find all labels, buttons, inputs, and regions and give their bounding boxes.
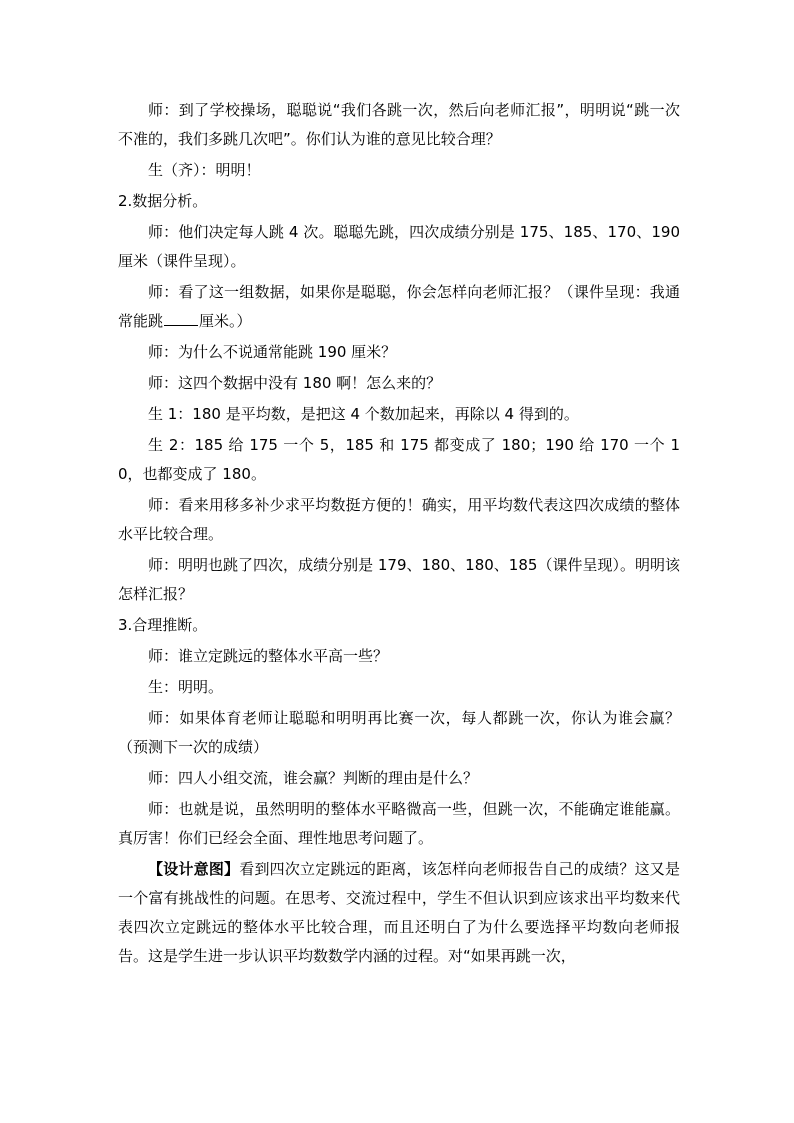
dialogue-paragraph: 师：为什么不说通常能跳 190 厘米？ [148,343,397,361]
dialogue-paragraph: 师：四人小组交流，谁会赢？判断的理由是什么？ [148,769,479,787]
design-intent-paragraph [118,855,680,971]
design-intent-label: 【设计意图】 [148,860,240,878]
dialogue-paragraph: 师：到了学校操场，聪聪说“我们各跳一次，然后向老师汇报”，明明说“跳一次不准的，我们多跳几次吧”。你们认为谁的意见比较合理？ [118,101,680,148]
dialogue-text: 厘米。） [199,312,252,330]
dialogue-paragraph: 师：也就是说，虽然明明的整体水平略微高一些，但跳一次，不能确定谁能赢。真厉害！你们已经会全面、理性地思考问题了。 [118,800,680,847]
dialogue-paragraph: 生：明明。 [148,678,224,696]
dialogue-paragraph [118,278,680,336]
dialogue-paragraph: 师：明明也跳了四次，成绩分别是 179、180、180、185（课件呈现）。明明该怎样汇报？ [118,556,680,603]
dialogue-paragraph: 师：他们决定每人跳 4 次。聪聪先跳，四次成绩分别是 175、185、170、190 厘米（课件呈现）。 [118,223,680,270]
dialogue-paragraph: 师：看来用移多补少求平均数挺方便的！确实，用平均数代表这四次成绩的整体水平比较合理。 [118,496,680,543]
fill-in-blank [164,311,198,326]
dialogue-paragraph: 生 2：185 给 175 一个 5，185 和 175 都变成了 180；190 给 170 一个 10，也都变成了 180。 [118,436,680,483]
dialogue-paragraph: 师：这四个数据中没有 180 啊！怎么来的？ [148,374,442,392]
dialogue-paragraph: 生（齐）：明明！ [148,161,261,179]
document-page [118,96,680,973]
design-intent-text: 看到四次立定跳远的距离，该怎样向老师报告自己的成绩？这又是一个富有挑战性的问题。在思考、交流过程中，学生不但认识到应该求出平均数来代表四次立定跳远的整体水平比较合理，而且还明白了为什么要选择平均数向老师报告。这是学生进一步认识平均数数学内涵的过程。对“如果再跳一次， [118,860,680,965]
section-heading: 2.数据分析。 [118,192,208,210]
dialogue-paragraph: 生 1：180 是平均数，是把这 4 个数加起来，再除以 4 得到的。 [148,405,579,423]
dialogue-paragraph: 师：谁立定跳远的整体水平高一些？ [148,647,389,665]
dialogue-paragraph: 师：如果体育老师让聪聪和明明再比赛一次，每人都跳一次，你认为谁会赢？（预测下一次的成绩） [118,709,680,756]
dialogue-text: 师：看了这一组数据，如果你是聪聪，你会怎样向老师汇报？（课件呈现：我通常能跳 [118,283,680,330]
section-heading: 3.合理推断。 [118,616,208,634]
